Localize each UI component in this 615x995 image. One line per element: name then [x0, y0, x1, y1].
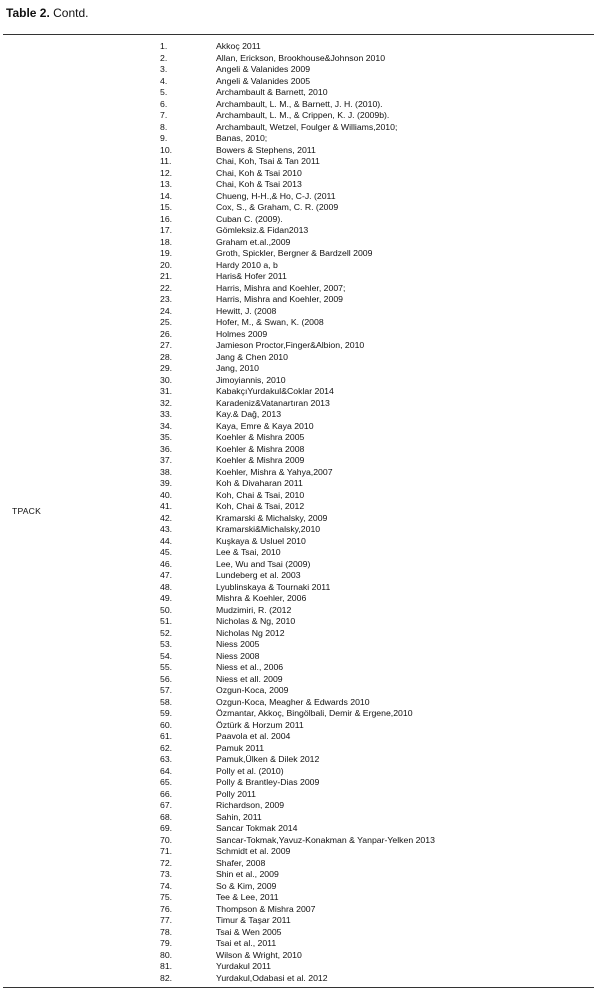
entry-reference: Lundeberg et al. 2003 [216, 570, 301, 580]
list-item [160, 271, 600, 283]
entry-reference: Niess et all. 2009 [216, 673, 283, 684]
list-item [160, 904, 600, 916]
entry-reference: Sancar Tokmak 2014 [216, 823, 298, 833]
list-item [160, 708, 600, 720]
list-item [160, 593, 600, 605]
entry-number: 30. [160, 374, 173, 385]
entry-reference: Cuban C. (2009). [216, 213, 283, 224]
list-item [160, 179, 600, 191]
entry-number: 82. [160, 972, 173, 983]
list-item [160, 329, 600, 341]
list-item [160, 513, 600, 525]
entry-number: 63. [160, 754, 173, 764]
list-item [160, 214, 600, 226]
entry-reference: Niess et al., 2006 [216, 662, 284, 672]
entry-number: 68. [160, 811, 173, 822]
entry-reference: Archambault, Wetzel, Foulger & Williams,2010; [216, 121, 398, 132]
list-item [160, 547, 600, 559]
entry-reference: Timur & Taşar 2011 [216, 915, 291, 925]
entry-number: 52. [160, 627, 173, 638]
list-item [160, 133, 600, 145]
entry-reference: Kramarski & Michalsky, 2009 [216, 512, 328, 523]
entry-number: 24. [160, 305, 173, 316]
entry-number: 1. [160, 41, 168, 51]
entry-reference: Polly 2011 [216, 788, 256, 799]
entry-number: 74. [160, 880, 173, 891]
list-item [160, 685, 600, 697]
entry-reference: Koh, Chai & Tsai, 2010 [216, 489, 305, 500]
list-item [160, 398, 600, 410]
reference-list [160, 41, 600, 984]
list-item [160, 858, 600, 870]
entry-number: 26. [160, 328, 173, 339]
list-item [160, 340, 600, 352]
entry-reference: Chueng, H-H.,& Ho, C-J. (2011 [216, 190, 336, 201]
entry-reference: Harris, Mishra and Koehler, 2007; [216, 282, 346, 293]
list-item [160, 892, 600, 904]
list-item [160, 501, 600, 513]
entry-reference: Kuşkaya & Usluel 2010 [216, 535, 306, 546]
list-item [160, 156, 600, 168]
entry-reference: Graham et.al.,2009 [216, 236, 291, 247]
entry-reference: Niess 2005 [216, 639, 260, 649]
entry-number: 15. [160, 202, 173, 212]
entry-number: 14. [160, 190, 173, 201]
list-item [160, 168, 600, 180]
entry-reference: Shin et al., 2009 [216, 869, 279, 879]
entry-reference: So & Kim, 2009 [216, 880, 277, 891]
list-item [160, 524, 600, 536]
entry-number: 57. [160, 685, 173, 695]
entry-number: 66. [160, 788, 173, 799]
entry-number: 56. [160, 673, 173, 684]
entry-reference: Pamuk 2011 [216, 742, 265, 753]
list-item [160, 375, 600, 387]
entry-reference: Sahin, 2011 [216, 811, 262, 822]
entry-reference: Polly & Brantley-Dias 2009 [216, 777, 320, 787]
list-item [160, 628, 600, 640]
entry-number: 31. [160, 386, 173, 396]
entry-number: 65. [160, 777, 173, 787]
entry-reference: Jamieson Proctor,Finger&Albion, 2010 [216, 340, 365, 350]
entry-number: 72. [160, 857, 173, 868]
list-item [160, 651, 600, 663]
entry-number: 8. [160, 121, 168, 132]
entry-number: 46. [160, 558, 173, 569]
entry-reference: Cox, S., & Graham, C. R. (2009 [216, 202, 339, 212]
entry-reference: Koh, Chai & Tsai, 2012 [216, 501, 305, 511]
table-caption [6, 6, 89, 20]
entry-number: 43. [160, 524, 173, 534]
entry-reference: Jang, 2010 [216, 363, 259, 373]
list-item [160, 467, 600, 479]
entry-number: 3. [160, 64, 168, 74]
entry-reference: Kay.& Dağ, 2013 [216, 409, 282, 419]
entry-reference: Angeli & Valanides 2009 [216, 64, 311, 74]
entry-number: 53. [160, 639, 173, 649]
entry-reference: Yurdakul,Odabasi et al. 2012 [216, 972, 328, 983]
entry-number: 28. [160, 351, 173, 362]
entry-reference: Wilson & Wright, 2010 [216, 949, 302, 960]
entry-reference: Ozgun-Koca, Meagher & Edwards 2010 [216, 696, 370, 707]
list-item [160, 973, 600, 985]
list-item [160, 122, 600, 134]
list-item [160, 582, 600, 594]
entry-number: 36. [160, 443, 173, 454]
category-label: TPACK [12, 506, 42, 516]
list-item [160, 87, 600, 99]
list-item [160, 570, 600, 582]
entry-number: 45. [160, 547, 173, 557]
entry-reference: Jimoyiannis, 2010 [216, 374, 286, 385]
table-caption-label: Table 2. [6, 6, 50, 20]
entry-reference: Nicholas & Ng, 2010 [216, 616, 296, 626]
list-item [160, 950, 600, 962]
list-item [160, 731, 600, 743]
entry-number: 58. [160, 696, 173, 707]
entry-reference: Archambault, L. M., & Barnett, J. H. (2010). [216, 98, 383, 109]
list-item [160, 455, 600, 467]
entry-reference: Chai, Koh & Tsai 2013 [216, 179, 302, 189]
list-item [160, 915, 600, 927]
entry-reference: Lee, Wu and Tsai (2009) [216, 558, 311, 569]
entry-number: 71. [160, 846, 173, 856]
entry-number: 37. [160, 455, 173, 465]
entry-number: 27. [160, 340, 173, 350]
entry-reference: Tsai & Wen 2005 [216, 926, 282, 937]
entry-number: 6. [160, 98, 168, 109]
entry-reference: Lyublinskaya & Tournaki 2011 [216, 581, 331, 592]
entry-number: 18. [160, 236, 173, 247]
entry-reference: Ozgun-Koca, 2009 [216, 685, 289, 695]
entry-number: 23. [160, 294, 173, 304]
list-item [160, 41, 600, 53]
list-item [160, 697, 600, 709]
entry-number: 54. [160, 650, 173, 661]
entry-reference: Richardson, 2009 [216, 800, 285, 810]
entry-reference: Yurdakul 2011 [216, 961, 271, 971]
entry-number: 13. [160, 179, 173, 189]
entry-reference: Kaya, Emre & Kaya 2010 [216, 420, 314, 431]
entry-number: 12. [160, 167, 173, 178]
entry-reference: Mudzimiri, R. (2012 [216, 604, 292, 615]
entry-number: 5. [160, 87, 168, 97]
entry-reference: Öztürk & Horzum 2011 [216, 719, 304, 730]
entry-number: 51. [160, 616, 173, 626]
entry-reference: Paavola et al. 2004 [216, 731, 291, 741]
entry-reference: Angeli & Valanides 2005 [216, 75, 311, 86]
entry-reference: Tee & Lee, 2011 [216, 892, 279, 902]
list-item [160, 743, 600, 755]
entry-number: 50. [160, 604, 173, 615]
entry-reference: Özmantar, Akkoç, Bingölbali, Demir & Ergene,2010 [216, 708, 413, 718]
entry-reference: Harris, Mishra and Koehler, 2009 [216, 294, 343, 304]
list-item [160, 64, 600, 76]
entry-number: 38. [160, 466, 173, 477]
entry-number: 70. [160, 834, 173, 845]
list-item [160, 605, 600, 617]
list-item [160, 363, 600, 375]
entry-number: 22. [160, 282, 173, 293]
entry-number: 78. [160, 926, 173, 937]
list-item [160, 674, 600, 686]
list-item [160, 536, 600, 548]
entry-number: 4. [160, 75, 168, 86]
entry-reference: Holmes 2009 [216, 328, 268, 339]
list-item [160, 869, 600, 881]
entry-number: 47. [160, 570, 173, 580]
entry-number: 29. [160, 363, 173, 373]
list-item [160, 409, 600, 421]
entry-number: 42. [160, 512, 173, 523]
entry-number: 61. [160, 731, 173, 741]
entry-reference: Allan, Erickson, Brookhouse&Johnson 2010 [216, 52, 386, 63]
entry-reference: Akkoç 2011 [216, 41, 261, 51]
entry-number: 33. [160, 409, 173, 419]
list-item [160, 835, 600, 847]
list-item [160, 145, 600, 157]
list-item [160, 800, 600, 812]
entry-reference: Archambault & Barnett, 2010 [216, 87, 328, 97]
entry-number: 41. [160, 501, 173, 511]
list-item [160, 846, 600, 858]
entry-reference: Niess 2008 [216, 650, 260, 661]
entry-number: 81. [160, 961, 173, 971]
entry-reference: Tsai et al., 2011 [216, 938, 277, 948]
list-item [160, 662, 600, 674]
entry-reference: Koehler & Mishra 2005 [216, 432, 305, 442]
table-bottom-rule [3, 987, 594, 988]
list-item [160, 99, 600, 111]
list-item [160, 616, 600, 628]
list-item [160, 432, 600, 444]
list-item [160, 720, 600, 732]
entry-number: 77. [160, 915, 173, 925]
entry-number: 21. [160, 271, 173, 281]
entry-reference: Groth, Spickler, Bergner & Bardzell 2009 [216, 248, 373, 258]
entry-number: 39. [160, 478, 173, 488]
entry-number: 11. [160, 156, 172, 166]
entry-number: 35. [160, 432, 173, 442]
list-item [160, 823, 600, 835]
entry-number: 67. [160, 800, 173, 810]
entry-number: 76. [160, 903, 173, 914]
entry-reference: Shafer, 2008 [216, 857, 266, 868]
entry-number: 48. [160, 581, 173, 592]
list-item [160, 881, 600, 893]
list-item [160, 559, 600, 571]
list-item [160, 294, 600, 306]
list-item [160, 283, 600, 295]
list-item [160, 478, 600, 490]
list-item [160, 421, 600, 433]
list-item [160, 927, 600, 939]
list-item [160, 766, 600, 778]
entry-number: 17. [160, 225, 173, 235]
list-item [160, 110, 600, 122]
table-top-rule [3, 34, 594, 35]
entry-reference: Chai, Koh, Tsai & Tan 2011 [216, 156, 320, 166]
table-caption-text: Contd. [53, 6, 89, 20]
entry-reference: Koh & Divaharan 2011 [216, 478, 303, 488]
entry-reference: Archambault, L. M., & Crippen, K. J. (2009b). [216, 110, 390, 120]
list-item [160, 444, 600, 456]
entry-reference: Koehler & Mishra 2009 [216, 455, 305, 465]
entry-reference: Polly et al. (2010) [216, 765, 284, 776]
entry-number: 34. [160, 420, 173, 431]
entry-number: 69. [160, 823, 173, 833]
entry-number: 49. [160, 593, 173, 603]
list-item [160, 225, 600, 237]
entry-reference: Koehler & Mishra 2008 [216, 443, 305, 454]
entry-reference: Bowers & Stephens, 2011 [216, 144, 316, 155]
entry-reference: Sancar-Tokmak,Yavuz-Konakman & Yanpar-Yelken 2013 [216, 834, 435, 845]
entry-reference: Banas, 2010; [216, 133, 268, 143]
entry-number: 62. [160, 742, 173, 753]
list-item [160, 76, 600, 88]
list-item [160, 317, 600, 329]
list-item [160, 490, 600, 502]
entry-reference: Karadeniz&Vatanartıran 2013 [216, 397, 330, 408]
entry-number: 19. [160, 248, 173, 258]
entry-number: 60. [160, 719, 173, 730]
entry-reference: Jang & Chen 2010 [216, 351, 288, 362]
entry-number: 20. [160, 259, 173, 270]
entry-number: 25. [160, 317, 173, 327]
entry-reference: Hewitt, J. (2008 [216, 305, 277, 316]
entry-reference: Mishra & Koehler, 2006 [216, 593, 307, 603]
entry-number: 9. [160, 133, 168, 143]
entry-reference: Koehler, Mishra & Yahya,2007 [216, 466, 333, 477]
entry-number: 64. [160, 765, 173, 776]
entry-reference: Hofer, M., & Swan, K. (2008 [216, 317, 324, 327]
entry-reference: Haris& Hofer 2011 [216, 271, 287, 281]
list-item [160, 754, 600, 766]
entry-reference: Kramarski&Michalsky,2010 [216, 524, 321, 534]
entry-number: 32. [160, 397, 173, 408]
entry-number: 44. [160, 535, 173, 546]
entry-number: 7. [160, 110, 168, 120]
list-item [160, 777, 600, 789]
list-item [160, 938, 600, 950]
entry-number: 80. [160, 949, 173, 960]
entry-number: 59. [160, 708, 173, 718]
entry-reference: Pamuk,Ülken & Dilek 2012 [216, 754, 320, 764]
list-item [160, 237, 600, 249]
list-item [160, 260, 600, 272]
entry-number: 10. [160, 144, 173, 155]
entry-number: 55. [160, 662, 173, 672]
entry-reference: Nicholas Ng 2012 [216, 627, 285, 638]
list-item [160, 352, 600, 364]
entry-number: 79. [160, 938, 173, 948]
entry-reference: Gömleksiz.& Fidan2013 [216, 225, 309, 235]
list-item [160, 306, 600, 318]
entry-reference: Thompson & Mishra 2007 [216, 903, 316, 914]
entry-number: 2. [160, 52, 168, 63]
list-item [160, 386, 600, 398]
entry-reference: Lee & Tsai, 2010 [216, 547, 281, 557]
list-item [160, 961, 600, 973]
list-item [160, 789, 600, 801]
entry-number: 75. [160, 892, 173, 902]
entry-number: 40. [160, 489, 173, 500]
list-item [160, 812, 600, 824]
list-item [160, 191, 600, 203]
list-item [160, 202, 600, 214]
list-item [160, 248, 600, 260]
entry-reference: Hardy 2010 a, b [216, 259, 278, 270]
entry-number: 73. [160, 869, 173, 879]
list-item [160, 53, 600, 65]
entry-reference: KabakçıYurdakul&Coklar 2014 [216, 386, 334, 396]
entry-number: 16. [160, 213, 173, 224]
list-item [160, 639, 600, 651]
entry-reference: Schmidt et al. 2009 [216, 846, 291, 856]
entry-reference: Chai, Koh & Tsai 2010 [216, 167, 302, 178]
